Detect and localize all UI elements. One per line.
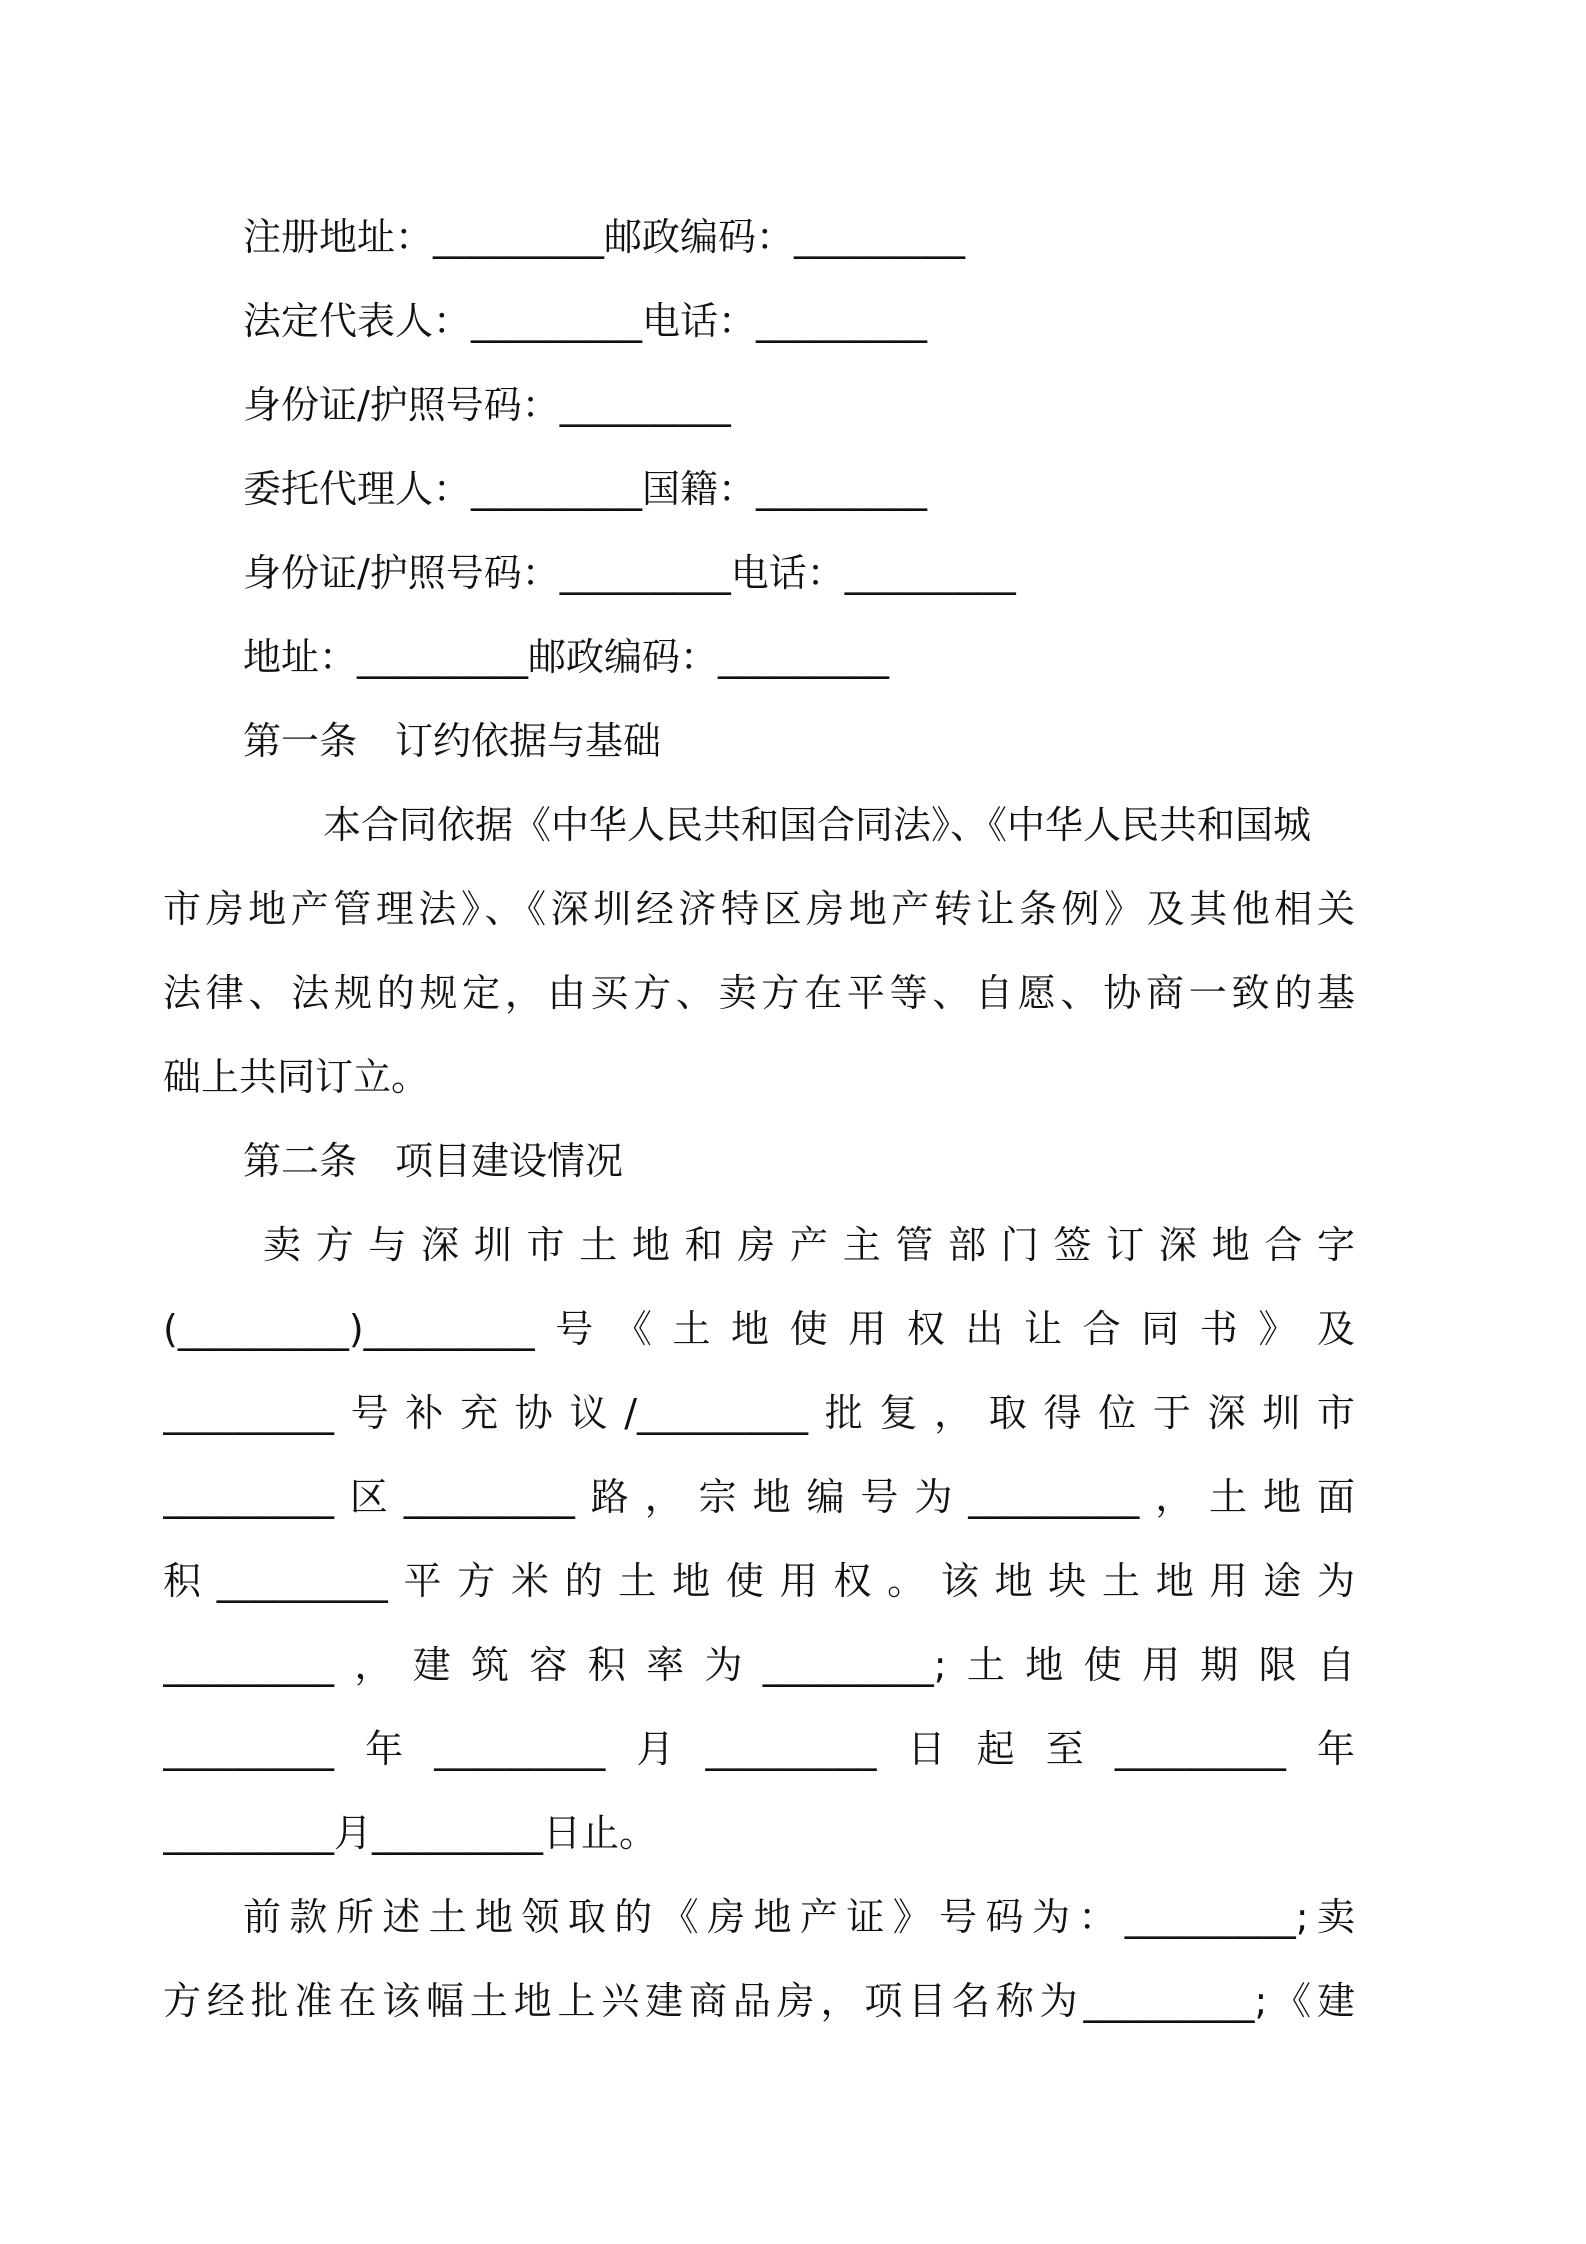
article-2-paragraph-line: (_________)_________号《土地使用权出让合同书》及 — [163, 1307, 1355, 1351]
authorized-agent-line: 委托代理人：_________国籍：_________ — [243, 467, 928, 511]
agent-id-phone-line: 身份证/护照号码：_________电话：_________ — [243, 551, 1016, 595]
legal-representative-line: 法定代表人：_________电话：_________ — [243, 299, 928, 343]
article-1-heading: 第一条 订约依据与基础 — [243, 719, 662, 763]
article-1-paragraph-line: 本合同依据《中华人民共和国合同法》、《中华人民共和国城 — [323, 803, 1312, 847]
document-body — [163, 195, 1355, 2043]
property-certificate-line: 前款所述土地领取的《房地产证》号码为：_________;卖 — [243, 1895, 1355, 1939]
article-2-paragraph-line: 卖方与深圳市土地和房产主管部门签订深地合字 — [263, 1223, 1355, 1267]
article-2-heading: 第二条 项目建设情况 — [243, 1139, 624, 1183]
address-postcode-line: 地址：_________邮政编码：_________ — [243, 635, 890, 679]
article-2-paragraph-line: _________区_________路，宗地编号为_________，土地面 — [163, 1475, 1355, 1519]
article-2-paragraph-line: _________年_________月_________日起至_________年 — [163, 1727, 1355, 1771]
article-2-paragraph-line: 积_________平方米的土地使用权。该地块土地用途为 — [163, 1559, 1355, 1603]
id-passport-line: 身份证/护照号码：_________ — [243, 383, 731, 427]
project-name-line: 方经批准在该幅土地上兴建商品房，项目名称为_________;《建 — [163, 1979, 1355, 2023]
article-2-paragraph-line: _________月_________日止。 — [163, 1811, 658, 1855]
article-1-paragraph-line: 础上共同订立。 — [163, 1055, 430, 1099]
article-1-paragraph-line: 市房地产管理法》、《深圳经济特区房地产转让条例》及其他相关 — [163, 887, 1355, 931]
article-1-paragraph-line: 法律、法规的规定，由买方、卖方在平等、自愿、协商一致的基 — [163, 971, 1355, 1015]
article-2-paragraph-line: _________，建筑容积率为_________;土地使用期限自 — [163, 1643, 1355, 1687]
article-2-paragraph-line: _________号补充协议/_________批复，取得位于深圳市 — [163, 1391, 1355, 1435]
registered-address-line: 注册地址：_________邮政编码：_________ — [243, 215, 966, 259]
